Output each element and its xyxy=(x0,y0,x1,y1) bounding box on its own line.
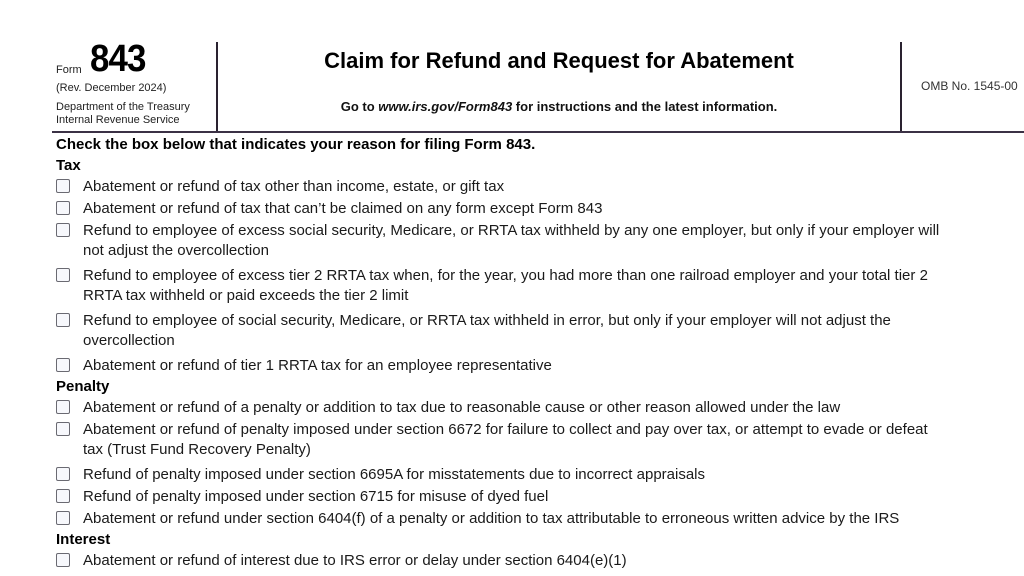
checkbox-item-penalty-1[interactable] xyxy=(56,398,1024,418)
item-label: Abatement or refund under section 6404(f) of a penalty or addition to tax attributable to erroneous written advice by the IRS xyxy=(83,510,900,527)
instructions-link[interactable]: www.irs.gov/Form843 xyxy=(378,99,513,114)
checkbox[interactable] xyxy=(56,358,70,372)
section-heading-penalty: Penalty xyxy=(56,378,110,395)
checkbox[interactable] xyxy=(56,489,70,503)
item-label: Refund of penalty imposed under section 6695A for misstatements due to incorrect appraisals xyxy=(83,466,706,483)
checkbox[interactable] xyxy=(56,179,70,193)
checkbox[interactable] xyxy=(56,467,70,481)
section-heading-interest: Interest xyxy=(56,531,111,548)
header-rule xyxy=(52,131,1024,133)
item-label-line-1: Refund to employee of social security, Medicare, or RRTA tax withheld in error, but only if your employer will not adjust the xyxy=(83,312,891,329)
item-label: Abatement or refund of tax other than income, estate, or gift tax xyxy=(83,178,505,195)
header-divider-right xyxy=(900,42,902,132)
section-heading-tax: Tax xyxy=(56,157,81,174)
checkbox-item-tax-5[interactable] xyxy=(56,311,1024,351)
checkbox[interactable] xyxy=(56,422,70,436)
item-label: Abatement or refund of tier 1 RRTA tax for an employee representative xyxy=(83,357,552,374)
department xyxy=(56,101,190,127)
reason-checklist xyxy=(56,135,1024,571)
department-line-2: Internal Revenue Service xyxy=(56,114,180,126)
checkbox-item-tax-3[interactable] xyxy=(56,221,1024,261)
checkbox-item-interest-1[interactable] xyxy=(56,551,1024,571)
checkbox-item-penalty-4[interactable] xyxy=(56,487,1024,507)
item-label-line-1: Refund to employee of excess social security, Medicare, or RRTA tax withheld by any one employer, but only if your employer will xyxy=(83,222,940,239)
item-label: Refund of penalty imposed under section 6715 for misuse of dyed fuel xyxy=(83,488,549,505)
item-label-line-1: Abatement or refund of penalty imposed under section 6672 for failure to collect and pay over tax, or attempt to evade or defeat xyxy=(83,421,928,438)
checkbox-item-penalty-3[interactable] xyxy=(56,465,1024,485)
checkbox[interactable] xyxy=(56,511,70,525)
item-label: Abatement or refund of tax that can’t be claimed on any form except Form 843 xyxy=(83,200,603,217)
item-label: Abatement or refund of interest due to IRS error or delay under section 6404(e)(1) xyxy=(83,552,627,569)
item-label-line-2: not adjust the overcollection xyxy=(83,242,269,259)
checkbox[interactable] xyxy=(56,268,70,282)
checkbox-item-penalty-5[interactable] xyxy=(56,509,1024,529)
form-number: 843 xyxy=(90,38,146,80)
item-label-line-1: Refund to employee of excess tier 2 RRTA tax when, for the year, you had more than one railroad employer and your total tier 2 xyxy=(83,267,928,284)
form-header xyxy=(0,0,1024,132)
checkbox-item-tax-2[interactable] xyxy=(56,199,1024,219)
subtitle-prefix: Go to xyxy=(340,99,379,114)
item-label: Abatement or refund of a penalty or addition to tax due to reasonable cause or other reason allowed under the law xyxy=(83,399,841,416)
department-line-1: Department of the Treasury xyxy=(56,101,190,113)
item-label-line-2: RRTA tax withheld or paid exceeds the tier 2 limit xyxy=(83,287,409,304)
checkbox-item-penalty-2[interactable] xyxy=(56,420,1024,460)
revision-date: (Rev. December 2024) xyxy=(56,82,167,94)
form-label: Form xyxy=(56,64,82,76)
form-subtitle xyxy=(218,99,900,114)
form-title: Claim for Refund and Request for Abatement xyxy=(324,48,794,73)
checkbox-item-tax-1[interactable] xyxy=(56,177,1024,197)
checkbox[interactable] xyxy=(56,313,70,327)
item-label-line-2: overcollection xyxy=(83,332,175,349)
checkbox[interactable] xyxy=(56,553,70,567)
checkbox[interactable] xyxy=(56,201,70,215)
omb-number: OMB No. 1545-00 xyxy=(921,79,1018,93)
checkbox-item-tax-4[interactable] xyxy=(56,266,1024,306)
subtitle-suffix: for instructions and the latest information. xyxy=(512,99,778,114)
checkbox[interactable] xyxy=(56,400,70,414)
instruction-text: Check the box below that indicates your reason for filing Form 843. xyxy=(56,136,536,153)
item-label-line-2: tax (Trust Fund Recovery Penalty) xyxy=(83,441,311,458)
checkbox-item-tax-6[interactable] xyxy=(56,356,1024,376)
checkbox[interactable] xyxy=(56,223,70,237)
